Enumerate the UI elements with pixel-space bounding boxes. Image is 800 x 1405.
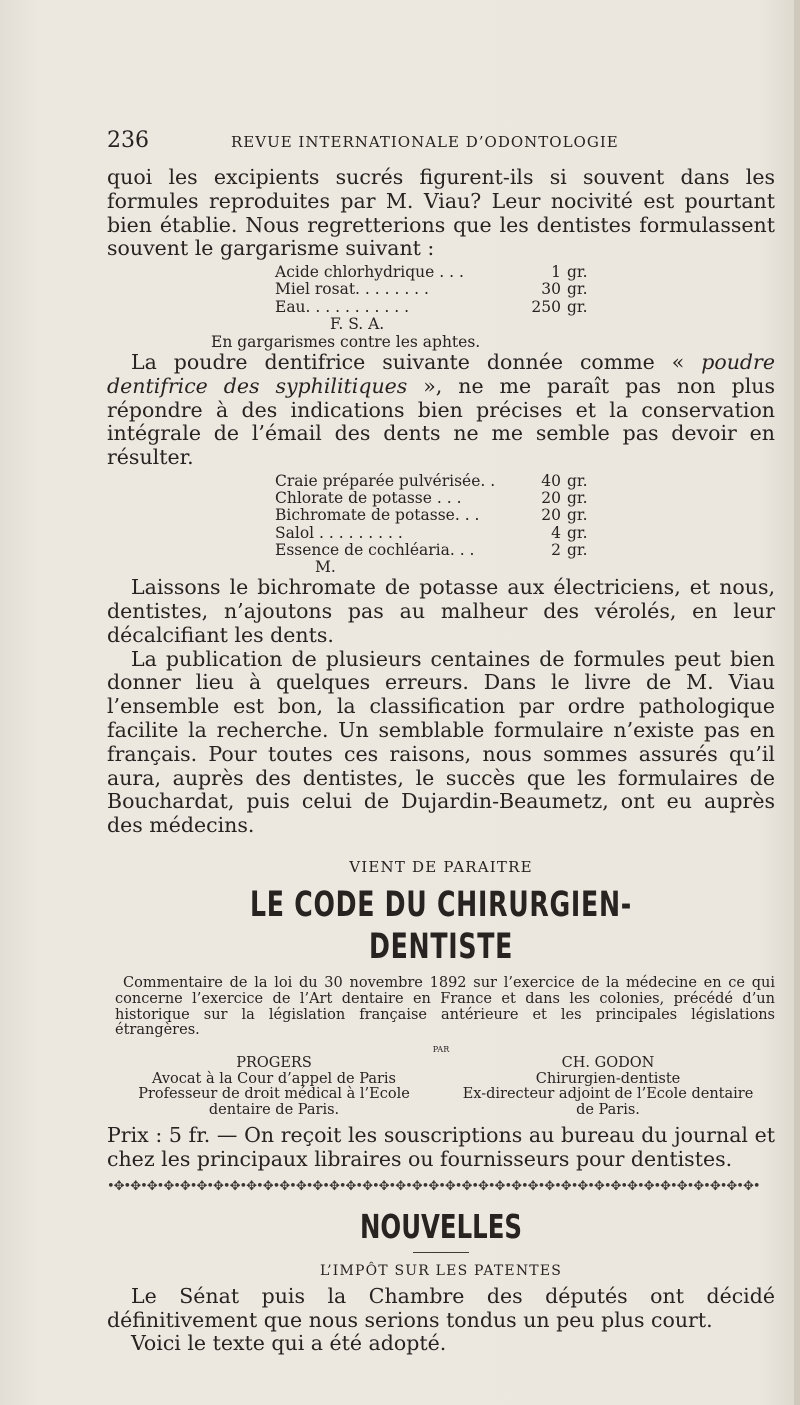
price-paragraph: Prix : 5 fr. — On reçoit les souscriptions au bureau du journal et chez les principaux libraires ou fournisseurs pour dentistes.: [107, 1123, 775, 1171]
formula-note: En gargarismes contre les aphtes.: [211, 333, 481, 351]
book-title: LE CODE DU CHIRURGIEN-DENTISTE: [250, 884, 632, 967]
ingredient: Essence de cochléaria. . .: [275, 540, 475, 559]
paragraph-bichromate: Laissons le bichromate de potasse aux électriciens, et nous, dentistes, n’ajoutons pas au malheur des vérolés, en leur décalcifiant les dents.: [107, 575, 775, 647]
author-godon: [441, 1056, 775, 1118]
text-column: [107, 128, 775, 1356]
ingredient: Bichromate de potasse. . .: [275, 506, 480, 525]
formula-row: [275, 507, 775, 524]
author-title-line: Ex-directeur adjoint de l’Ecole dentaire: [462, 1086, 754, 1103]
formula-row: [275, 473, 775, 490]
author-title-line: Professeur de droit médical à l’Ecole: [138, 1086, 410, 1103]
unit: gr.: [567, 523, 588, 542]
italic-title: poudre dentifrice des syphilitiques: [107, 350, 775, 398]
paragraph-publication: La publication de plusieurs centaines de formules peut bien donner lieu à quelques erreurs. Dans le livre de M. Viau l’ensemble est bon, la classification par ordre pathologique facilite la recherche. Un semblable formulaire n’existe pas en français. Pour toutes ces raisons, nous sommes assurés qu’il aura, auprès des dentistes, le succès que les formulaires de Bouchardat, puis celui de Dujardin-Beaumetz, ont eu auprès des médecins.: [107, 646, 775, 838]
amount: 4: [551, 523, 561, 542]
text-before: La poudre dentifrice suivante donnée comme «: [131, 350, 685, 374]
unit: gr.: [567, 297, 588, 316]
formula-row: [275, 542, 775, 559]
formula-signature: M.: [315, 558, 336, 576]
ingredient: Miel rosat. . . . . . . .: [275, 280, 429, 299]
fsa-mark: F. S. A.: [330, 314, 385, 333]
ornamental-divider: •✥•✥•✥•✥•✥•✥•✥•✥•✥•✥•✥•✥•✥•✥•✥•✥•✥•✥•✥•✥•✥•✥•✥•✥•✥•✥•✥•✥•✥•✥•✥•✥•✥•✥•✥•✥•✥•✥•✥•: [107, 1179, 760, 1194]
amount: 40: [541, 471, 561, 490]
unit: gr.: [567, 280, 588, 299]
by-label: PAR: [432, 1045, 450, 1055]
running-title: REVUE INTERNATIONALE D’ODONTOLOGIE: [231, 133, 619, 151]
announcement-kicker: VIENT DE PARAITRE: [349, 857, 533, 876]
author-title-line: Avocat à la Cour d’appel de Paris: [151, 1070, 396, 1087]
ingredient: Salol . . . . . . . . .: [275, 523, 403, 542]
formula-row: [275, 490, 775, 507]
title-rule: [413, 1252, 469, 1253]
paragraph-dentifrice: [107, 351, 775, 470]
subheading: L’IMPÔT SUR LES PATENTES: [319, 1262, 563, 1279]
author-title-line: de Paris.: [576, 1101, 640, 1118]
book-commentary: Commentaire de la loi du 30 novembre 1892 sur l’exercice de la médecine en ce qui concerne l’exercice de l’Art dentaire en France et dans les colonies, précédé d’un historique sur la législation française antérieure et les principales législations étrangères.: [115, 974, 775, 1039]
authors-block: [107, 1056, 775, 1118]
author-progers: [107, 1056, 441, 1118]
amount: 2: [551, 540, 561, 559]
ingredient: Acide chlorhydrique . . .: [275, 263, 464, 282]
text-after: », ne me paraît pas non plus répondre à des indications bien précises et la conservation intégrale de l’émail des dents ne me semble pas devoir en résulter.: [107, 373, 775, 470]
paragraph-texte: Voici le texte qui a été adopté.: [131, 1331, 447, 1356]
amount: 20: [541, 506, 561, 525]
author-name: PROGERS: [236, 1055, 312, 1072]
unit: gr.: [567, 471, 588, 490]
unit: gr.: [567, 540, 588, 559]
ingredient: Craie préparée pulvérisée. .: [275, 471, 496, 490]
gargle-formula: [275, 264, 775, 333]
running-header: [107, 128, 775, 154]
powder-formula: [275, 473, 775, 576]
amount: 1: [551, 263, 561, 282]
page-edge: [794, 0, 800, 1405]
page-number: 236: [107, 128, 149, 153]
amount: 30: [541, 280, 561, 299]
author-title-line: dentaire de Paris.: [208, 1101, 340, 1118]
section-title: NOUVELLES: [359, 1206, 522, 1246]
formula-row: [275, 299, 775, 316]
author-name: CH. GODON: [561, 1055, 655, 1072]
paragraph-senat: Le Sénat puis la Chambre des députés ont décidé définitivement que nous serions tondus un peu plus court.: [107, 1283, 775, 1332]
paragraph-excipients: quoi les excipients sucrés figurent-ils si souvent dans les formules reproduites par M. Viau? Leur nocivité est pourtant bien établie. Nous regretterions que les dentistes formulassent souvent le gargarisme suivant :: [107, 165, 775, 261]
unit: gr.: [567, 506, 588, 525]
unit: gr.: [567, 263, 588, 282]
formula-row: [275, 264, 775, 281]
formula-row: [275, 281, 775, 298]
unit: gr.: [567, 489, 588, 508]
amount: 250: [531, 297, 561, 316]
ingredient: Chlorate de potasse . . .: [275, 489, 462, 508]
formula-row: [275, 525, 775, 542]
author-title-line: Chirurgien-dentiste: [535, 1070, 681, 1087]
ingredient: Eau. . . . . . . . . . .: [275, 297, 410, 316]
amount: 20: [541, 489, 561, 508]
